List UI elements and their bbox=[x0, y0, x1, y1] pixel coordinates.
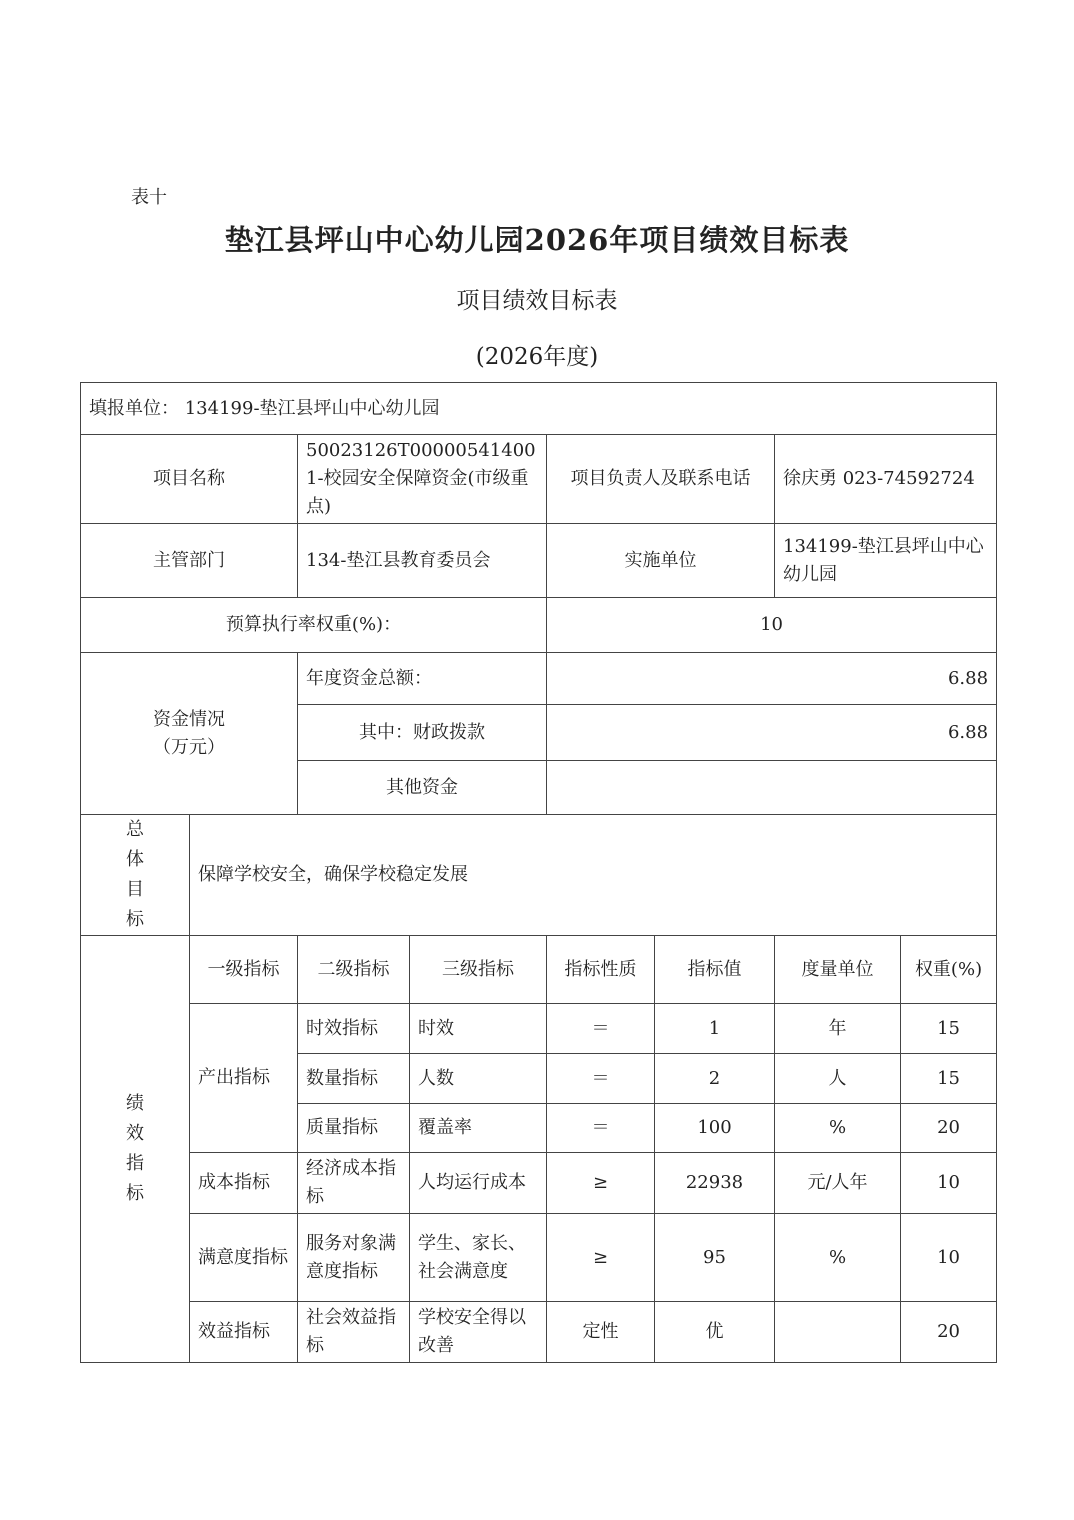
nature-cell: ＝ bbox=[547, 1004, 655, 1054]
weight-cell: 20 bbox=[901, 1302, 997, 1363]
document-title: 垫江县坪山中心幼儿园2026年项目绩效目标表 bbox=[224, 223, 850, 257]
funds-other-value bbox=[547, 761, 997, 815]
weight-cell: 10 bbox=[901, 1153, 997, 1214]
dept-row bbox=[81, 524, 997, 598]
funds-other-label: 其他资金 bbox=[298, 761, 547, 815]
table-number: 表十 bbox=[131, 187, 167, 208]
unit-cell: % bbox=[775, 1214, 901, 1302]
funds-label: 资金情况 bbox=[153, 708, 225, 730]
document-year: (2026年度) bbox=[475, 344, 599, 370]
value-cell: 100 bbox=[655, 1104, 775, 1153]
document-subtitle: 项目绩效目标表 bbox=[456, 288, 618, 314]
level3-cell: 人数 bbox=[410, 1054, 547, 1104]
header-nature: 指标性质 bbox=[547, 936, 655, 1004]
unit-cell: 元/人年 bbox=[775, 1153, 901, 1214]
level3-cell: 人均运行成本 bbox=[410, 1153, 547, 1214]
filling-unit-value: 134199-垫江县坪山中心幼儿园 bbox=[184, 397, 440, 419]
manager-label: 项目负责人及联系电话 bbox=[547, 435, 775, 524]
filling-unit-cell bbox=[81, 383, 997, 435]
header-level2: 二级指标 bbox=[298, 936, 410, 1004]
level1-cell: 效益指标 bbox=[190, 1302, 298, 1363]
value-cell: 优 bbox=[655, 1302, 775, 1363]
filling-unit-label: 填报单位： bbox=[89, 397, 179, 419]
nature-cell: ≥ bbox=[547, 1214, 655, 1302]
weight-cell: 20 bbox=[901, 1104, 997, 1153]
level1-cell: 满意度指标 bbox=[190, 1214, 298, 1302]
goal-text: 保障学校安全，确保学校稳定发展 bbox=[190, 815, 997, 936]
project-name-value: 50023126T000005414001-校园安全保障资金(市级重点) bbox=[298, 435, 547, 524]
funds-fiscal-value: 6.88 bbox=[547, 705, 997, 761]
level1-cell: 产出指标 bbox=[190, 1004, 298, 1153]
table-row bbox=[81, 1302, 997, 1363]
table-row bbox=[81, 1004, 997, 1054]
value-cell: 1 bbox=[655, 1004, 775, 1054]
unit-cell bbox=[775, 1302, 901, 1363]
table-row bbox=[81, 1214, 997, 1302]
budget-rate-row bbox=[81, 598, 997, 653]
filling-unit-row bbox=[81, 383, 997, 435]
funds-fiscal-label: 其中：财政拨款 bbox=[298, 705, 547, 761]
header-weight: 权重(%) bbox=[901, 936, 997, 1004]
dept-label: 主管部门 bbox=[81, 524, 298, 598]
indicator-header-row bbox=[81, 936, 997, 1004]
level2-cell: 质量指标 bbox=[298, 1104, 410, 1153]
project-name-label: 项目名称 bbox=[81, 435, 298, 524]
project-name-row bbox=[81, 435, 997, 524]
funds-total-label: 年度资金总额： bbox=[298, 653, 547, 705]
impl-unit-value: 134199-垫江县坪山中心幼儿园 bbox=[775, 524, 997, 598]
indicators-label: 绩 效 指 标 bbox=[81, 936, 190, 1363]
level1-cell: 成本指标 bbox=[190, 1153, 298, 1214]
weight-cell: 15 bbox=[901, 1054, 997, 1104]
nature-cell: 定性 bbox=[547, 1302, 655, 1363]
header-level1: 一级指标 bbox=[190, 936, 298, 1004]
header-level3: 三级指标 bbox=[410, 936, 547, 1004]
impl-unit-label: 实施单位 bbox=[547, 524, 775, 598]
table-row bbox=[81, 1153, 997, 1214]
level2-cell: 数量指标 bbox=[298, 1054, 410, 1104]
nature-cell: ＝ bbox=[547, 1054, 655, 1104]
goal-row bbox=[81, 815, 997, 936]
budget-rate-value: 10 bbox=[547, 598, 997, 653]
funds-unit: （万元） bbox=[153, 736, 225, 758]
performance-target-table bbox=[80, 382, 997, 1363]
nature-cell: ＝ bbox=[547, 1104, 655, 1153]
funds-total-value: 6.88 bbox=[547, 653, 997, 705]
level2-cell: 社会效益指标 bbox=[298, 1302, 410, 1363]
level2-cell: 经济成本指标 bbox=[298, 1153, 410, 1214]
unit-cell: 年 bbox=[775, 1004, 901, 1054]
dept-value: 134-垫江县教育委员会 bbox=[298, 524, 547, 598]
level3-cell: 覆盖率 bbox=[410, 1104, 547, 1153]
funds-label-cell bbox=[81, 653, 298, 815]
level2-cell: 服务对象满意度指标 bbox=[298, 1214, 410, 1302]
header-value: 指标值 bbox=[655, 936, 775, 1004]
unit-cell: 人 bbox=[775, 1054, 901, 1104]
level3-cell: 时效 bbox=[410, 1004, 547, 1054]
unit-cell: % bbox=[775, 1104, 901, 1153]
value-cell: 2 bbox=[655, 1054, 775, 1104]
manager-value: 徐庆勇 023-74592724 bbox=[775, 435, 997, 524]
goal-label: 总 体 目 标 bbox=[81, 815, 190, 936]
level3-cell: 学校安全得以改善 bbox=[410, 1302, 547, 1363]
nature-cell: ≥ bbox=[547, 1153, 655, 1214]
weight-cell: 15 bbox=[901, 1004, 997, 1054]
header-unit: 度量单位 bbox=[775, 936, 901, 1004]
value-cell: 22938 bbox=[655, 1153, 775, 1214]
budget-rate-label: 预算执行率权重(%)： bbox=[81, 598, 547, 653]
level3-cell: 学生、家长、社会满意度 bbox=[410, 1214, 547, 1302]
level2-cell: 时效指标 bbox=[298, 1004, 410, 1054]
funds-total-row bbox=[81, 653, 997, 705]
weight-cell: 10 bbox=[901, 1214, 997, 1302]
value-cell: 95 bbox=[655, 1214, 775, 1302]
